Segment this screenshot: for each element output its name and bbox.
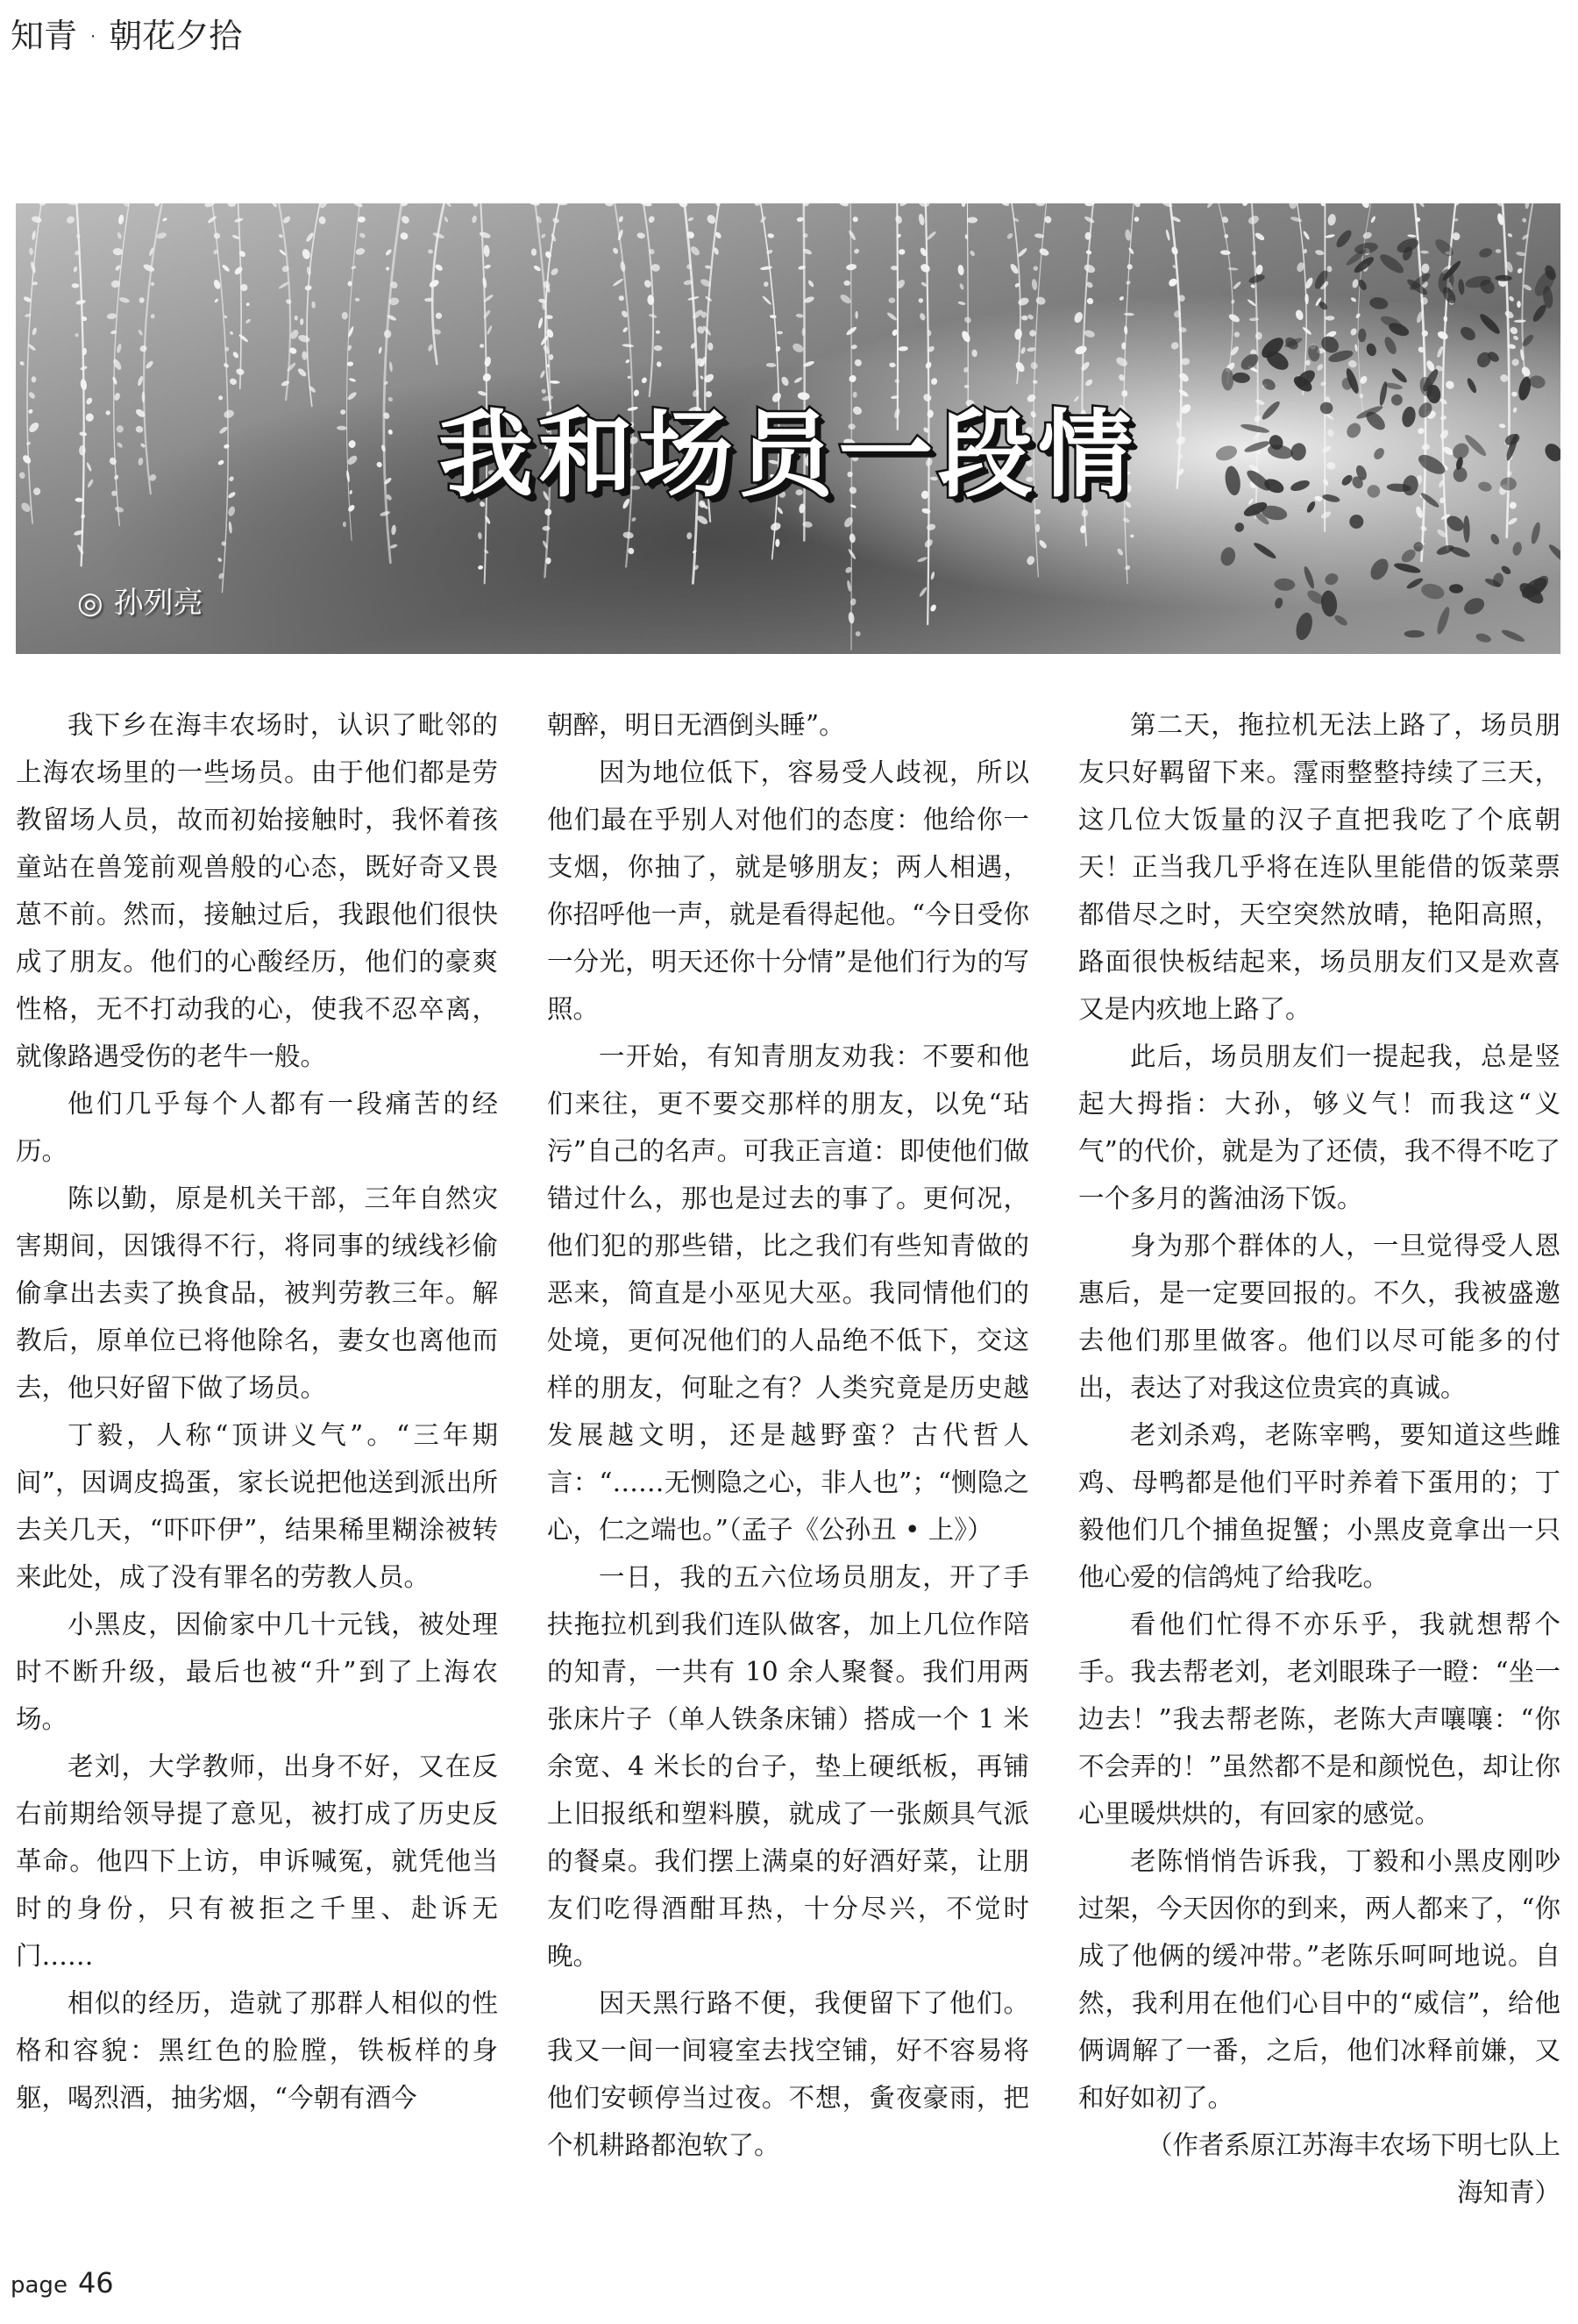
paragraph: 小黑皮，因偷家中几十元钱，被处理时不断升级，最后也被“升”到了上海农场。 xyxy=(16,1610,498,1734)
paragraph: 身为那个群体的人，一旦觉得受人恩惠后，是一定要回报的。不久，我被盛邀去他们那里做客。他们以尽可能多的付出，表达了对我这位贵宾的真诚。 xyxy=(1078,1231,1560,1403)
page-number: 46 xyxy=(77,2266,114,2299)
paragraph: 看他们忙得不亦乐乎，我就想帮个手。我去帮老刘，老刘眼珠子一瞪：“坐一边去！”我去帮老陈，老陈大声嚷嚷：“你不会弄的！”虽然都不是和颜悦色，却让你心里暖烘烘的，有回家的感觉。 xyxy=(1078,1610,1560,1829)
paragraph: 此后，场员朋友们一提起我，总是竖起大拇指：大孙，够义气！而我这“义气”的代价，就是为了还债，我不得不吃了一个多月的酱油汤下饭。 xyxy=(1078,1041,1560,1213)
page-label: page xyxy=(11,2272,68,2299)
article-body xyxy=(16,701,1560,2209)
paragraph: 老刘杀鸡，老陈宰鸭，要知道这些雌鸡、母鸭都是他们平时养着下蛋用的；丁毅他们几个捕鱼捉蟹；小黑皮竟拿出一只他心爱的信鸽炖了给我吃。 xyxy=(1078,1420,1560,1592)
paragraph: 相似的经历，造就了那群人相似的性格和容貌：黑红色的脸膛，铁板样的身躯，喝烈酒，抽劣烟，“今朝有酒今 xyxy=(16,1988,498,2113)
running-head: 知青 · 朝花夕拾 xyxy=(11,17,243,55)
paragraph: 陈以勤，原是机关干部，三年自然灾害期间，因饿得不行，将同事的绒线衫偷偷拿出去卖了换食品，被判劳教三年。解教后，原单位已将他除名，妻女也离他而去，他只好留下做了场员。 xyxy=(16,1183,498,1403)
author-name: 孙列亮 xyxy=(113,586,203,621)
title-banner xyxy=(16,203,1560,654)
paragraph: 第二天，拖拉机无法上路了，场员朋友只好羁留下来。霪雨整整持续了三天，这几位大饭量的汉子直把我吃了个底朝天！正当我几乎将在连队里能借的饭菜票都借尽之时，天空突然放晴，艳阳高照，路面很快板结起来，场员朋友们又是欢喜又是内疚地上路了。 xyxy=(1078,710,1560,1024)
column-3 xyxy=(1078,701,1560,2209)
author-note: （作者系原江苏海丰农场下明七队上海知青） xyxy=(1146,2130,1560,2207)
paragraph-continued: 朝醉，明日无酒倒头睡”。 xyxy=(547,710,845,740)
column-1 xyxy=(16,701,498,2209)
paragraph: 一日，我的五六位场员朋友，开了手扶拖拉机到我们连队做客，加上几位作陪的知青，一共有 10 余人聚餐。我们用两张床片子（单人铁条床铺）搭成一个 1 米余宽、4 米长的台子，垫上硬纸板，再铺上旧报纸和塑料膜，就成了一张颇具气派的餐桌。我们摆上满桌的好酒好菜，让朋友们吃得酒酣耳热，十分尽兴，不觉时晚。 xyxy=(547,1562,1029,1971)
paragraph: 因天黑行路不便，我便留下了他们。我又一间一间寝室去找空铺，好不容易将他们安顿停当过夜。不想，夤夜豪雨，把个机耕路都泡软了。 xyxy=(547,1988,1029,2160)
byline-mark: ◎ xyxy=(77,586,103,621)
paragraph: 丁毅，人称“顶讲义气”。“三年期间”，因调皮捣蛋，家长说把他送到派出所去关几天，“吓吓伊”，结果稀里糊涂被转来此处，成了没有罪名的劳教人员。 xyxy=(16,1420,498,1592)
byline xyxy=(77,579,203,622)
paragraph: 一开始，有知青朋友劝我：不要和他们来往，更不要交那样的朋友，以免“玷污”自己的名声。可我正言道：即使他们做错过什么，那也是过去的事了。更何况，他们犯的那些错，比之我们有些知青做的恶来，简直是小巫见大巫。我同情他们的处境，更何况他们的人品绝不低下，交这样的朋友，何耻之有？人类究竟是历史越发展越文明，还是越野蛮？古代哲人言：“……无恻隐之心，非人也”；“恻隐之心，仁之端也。”（孟子《公孙丑 • 上》） xyxy=(547,1041,1029,1545)
paragraph: 老陈悄悄告诉我，丁毅和小黑皮刚吵过架，今天因你的到来，两人都来了，“你成了他俩的缓冲带。”老陈乐呵呵地说。自然，我利用在他们心目中的“威信”，给他俩调解了一番，之后，他们冰释前嫌，又和好如初了。 xyxy=(1078,1846,1560,2113)
paragraph: 老刘，大学教师，出身不好，又在反右前期给领导提了意见，被打成了历史反革命。他四下上访，申诉喊冤，就凭他当时的身份，只有被拒之千里、赴诉无门…… xyxy=(16,1752,498,1971)
paragraph: 我下乡在海丰农场时，认识了毗邻的上海农场里的一些场员。由于他们都是劳教留场人员，故而初始接触时，我怀着孩童站在兽笼前观兽般的心态，既好奇又畏葸不前。然而，接触过后，我跟他们很快成了朋友。他们的心酸经历，他们的豪爽性格，无不打动我的心，使我不忍卒离，就像路遇受伤的老牛一般。 xyxy=(16,710,498,1071)
paragraph: 因为地位低下，容易受人歧视，所以他们最在乎别人对他们的态度：他给你一支烟，你抽了，就是够朋友；两人相遇，你招呼他一声，就是看得起他。“今日受你一分光，明天还你十分情”是他们行为的写照。 xyxy=(547,757,1029,1024)
article-title: 我和场员一段情 xyxy=(437,401,1138,510)
paragraph: 他们几乎每个人都有一段痛苦的经历。 xyxy=(16,1089,498,1166)
column-2 xyxy=(547,701,1029,2209)
page-footer xyxy=(11,2266,114,2299)
